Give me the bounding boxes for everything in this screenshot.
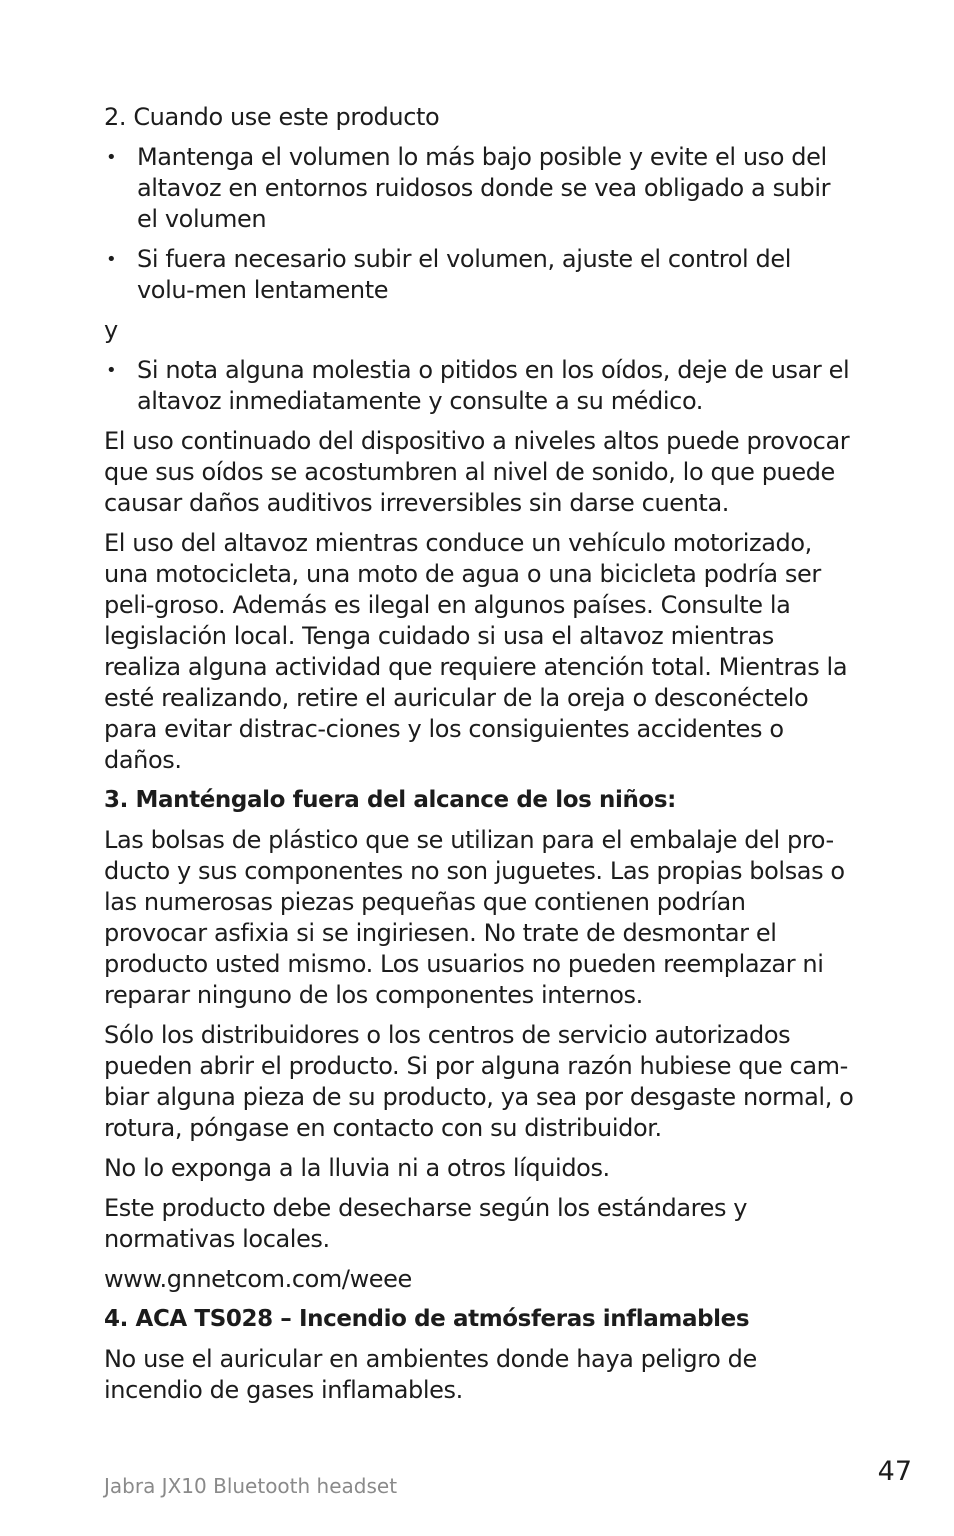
bullet-list-volume — [104, 142, 854, 306]
list-item: • Si fuera necesario subir el volumen, ajuste el control del volu-men lentamente — [104, 244, 854, 306]
paragraph: Sólo los distribuidores o los centros de servicio autorizados pueden abrir el producto. Si por alguna razón hubiese que cam-biar alguna pieza de su producto, ya sea por desgaste normal, o rotura, póngase en contacto con su distribuidor. — [104, 1021, 854, 1142]
section-3-heading: 3. Manténgalo fuera del alcance de los niños: — [104, 787, 676, 813]
paragraph: No use el auricular en ambientes donde haya peligro de incendio de gases inflamables. — [104, 1345, 757, 1404]
page-number: 47 — [877, 1456, 912, 1487]
section-2-heading: 2. Cuando use este producto — [104, 103, 440, 131]
section-4-heading: 4. ACA TS028 – Incendio de atmósferas inflamables — [104, 1306, 750, 1332]
paragraph: No lo exponga a la lluvia ni a otros líquidos. — [104, 1154, 610, 1182]
paragraph: Las bolsas de plástico que se utilizan para el embalaje del pro-ducto y sus componentes no son juguetes. Las propias bolsas o las numerosas piezas pequeñas que contienen podrían provocar asfixia si se ingiriesen. No trate de desmontar el producto usted mismo. Los usuarios no pueden reemplazar ni reparar ninguno de los componentes internos. — [104, 826, 845, 1009]
list-item: • Si nota alguna molestia o pitidos en los oídos, deje de usar el altavoz inmediatamente y consulte a su médico. — [104, 355, 854, 417]
paragraph: El uso continuado del dispositivo a niveles altos puede provocar que sus oídos se acostumbren al nivel de sonido, lo que puede causar daños auditivos irreversibles sin darse cuenta. — [104, 427, 850, 517]
paragraph: El uso del altavoz mientras conduce un vehículo motorizado, una motocicleta, una moto de agua o una bicicleta podría ser peli-groso. Además es ilegal en algunos países. Consulte la legislación local. Tenga cuidado si usa el altavoz mientras realiza alguna actividad que requiere atención total. Mientras la esté realizando, retire el auricular de la oreja o desconéctelo para evitar distrac-ciones y los consiguientes accidentes o daños. — [104, 529, 848, 774]
weee-url: www.gnnetcom.com/weee — [104, 1265, 412, 1293]
footer-product-name: Jabra JX10 Bluetooth headset — [104, 1474, 398, 1498]
paragraph: Este producto debe desecharse según los estándares y normativas locales. — [104, 1194, 748, 1253]
connector-text: y — [104, 316, 118, 344]
bullet-list-discomfort — [104, 355, 854, 417]
list-item: • Mantenga el volumen lo más bajo posible y evite el uso del altavoz en entornos ruidosos donde se vea obligado a subir el volumen — [104, 142, 854, 235]
page-body — [104, 102, 854, 1415]
